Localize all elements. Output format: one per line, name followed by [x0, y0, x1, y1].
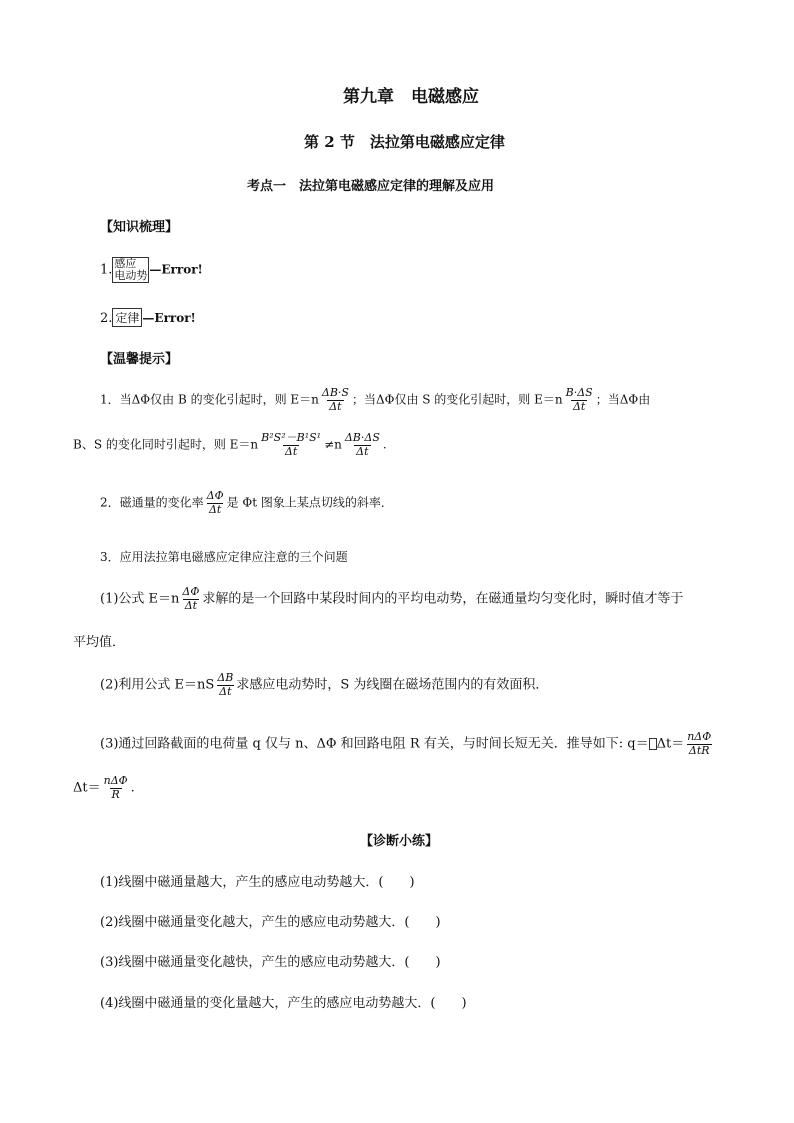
error-text: —Error! — [142, 311, 196, 325]
fraction — [215, 672, 235, 698]
section-title: 第 2 节 法拉第电磁感应定律 — [304, 133, 505, 151]
text: (2)利用公式 E＝nS — [100, 677, 215, 693]
text: 2．磁通量的变化率 — [100, 495, 204, 510]
tip-3-item-2 — [100, 672, 548, 698]
diagnosis-heading: 【诊断小练】 — [360, 834, 439, 849]
knowledge-item-1 — [100, 257, 203, 283]
numerator: nΔΦ — [103, 774, 128, 787]
numerator: ΔΦ — [206, 489, 224, 502]
numerator: B²S²－B¹S¹ — [261, 431, 322, 444]
fraction — [180, 586, 201, 612]
tip-3-heading: 3．应用法拉第电磁感应定律应注意的三个问题 — [100, 550, 348, 564]
tip-3-item-1-line-2: 平均值． — [73, 635, 126, 650]
text: (3)通过回路截面的电荷量 q 仅与 n、ΔΦ 和回路电阻 R 有关，与时间长短无关．推导如下: q＝ — [100, 736, 649, 752]
knowledge-item-2 — [100, 308, 196, 327]
text: . — [382, 437, 387, 452]
text: . — [130, 780, 135, 796]
denominator: Δt — [356, 444, 369, 458]
error-text: —Error! — [149, 262, 203, 277]
denominator: ΔtR — [688, 743, 710, 757]
item-number: 2. — [100, 311, 113, 326]
denominator: Δt — [208, 502, 222, 516]
tip-3-item-1-line-1 — [100, 586, 683, 612]
text: ；当ΔΦ仅由 S 的变化引起时，则 E＝n — [351, 392, 563, 407]
fraction — [343, 432, 382, 458]
tip-3-item-3-line-1 — [100, 731, 714, 757]
text: Δt＝ — [656, 736, 685, 752]
fraction — [259, 432, 323, 458]
text: 1．当ΔΦ仅由 B 的变化引起时，则 E＝n — [100, 392, 319, 407]
text: ≠n — [324, 437, 342, 452]
fraction — [320, 387, 351, 413]
numerator: ΔB·ΔS — [344, 431, 380, 444]
knowledge-heading: 【知识梳理】 — [100, 220, 179, 235]
boxed-line: 电动势 — [114, 269, 148, 282]
tip-1-line-2 — [73, 432, 387, 458]
text: 求感应电动势时，S 为线圈在磁场范围内的有效面积． — [236, 677, 549, 693]
denominator: Δt — [219, 684, 232, 698]
tips-heading: 【温馨提示】 — [100, 352, 179, 367]
diagnosis-item-4: (4)线圈中磁通量的变化量越大，产生的感应电动势越大．( ) — [100, 996, 467, 1011]
denominator: R — [111, 787, 120, 801]
boxed-line: 感应 — [114, 257, 137, 270]
text: 求解的是一个回路中某段时间内的平均电动势，在磁通量均匀变化时，瞬时值才等于 — [202, 591, 684, 607]
text: ；当ΔΦ由 — [595, 392, 651, 407]
text: 是 Φt 图象上某点切线的斜率． — [226, 495, 393, 510]
diagnosis-item-1: (1)线圈中磁通量越大，产生的感应电动势越大．( ) — [100, 875, 415, 890]
tip-2 — [100, 490, 393, 516]
diagnosis-item-2: (2)线圈中磁通量变化越大，产生的感应电动势越大．( ) — [100, 915, 441, 930]
boxed-term: 定律 — [112, 308, 142, 327]
numerator: nΔΦ — [687, 730, 712, 743]
chapter-title: 第九章 电磁感应 — [343, 87, 479, 107]
fraction — [685, 731, 713, 757]
numerator: B·ΔS — [565, 386, 593, 399]
numerator: ΔB — [217, 671, 234, 684]
tip-1-line-1 — [100, 387, 650, 413]
fraction — [205, 490, 226, 516]
numerator: ΔB·S — [321, 386, 349, 399]
denominator: Δt — [572, 399, 586, 413]
text: Δt＝ — [73, 780, 101, 796]
placeholder-box-icon — [649, 738, 657, 750]
text: B、S 的变化同时引起时，则 E＝n — [73, 437, 259, 452]
boxed-term — [112, 257, 149, 283]
fraction — [102, 775, 130, 801]
tip-3-item-3-line-2 — [73, 775, 135, 801]
denominator: Δt — [184, 598, 198, 612]
topic-title: 考点一 法拉第电磁感应定律的理解及应用 — [247, 179, 495, 194]
text: (1)公式 E＝n — [100, 591, 180, 607]
item-number: 1. — [100, 262, 113, 278]
diagnosis-item-3: (3)线圈中磁通量变化越快，产生的感应电动势越大．( ) — [100, 955, 441, 970]
fraction — [564, 387, 595, 413]
denominator: Δt — [329, 399, 342, 413]
numerator: ΔΦ — [182, 585, 200, 598]
denominator: Δt — [284, 444, 298, 458]
